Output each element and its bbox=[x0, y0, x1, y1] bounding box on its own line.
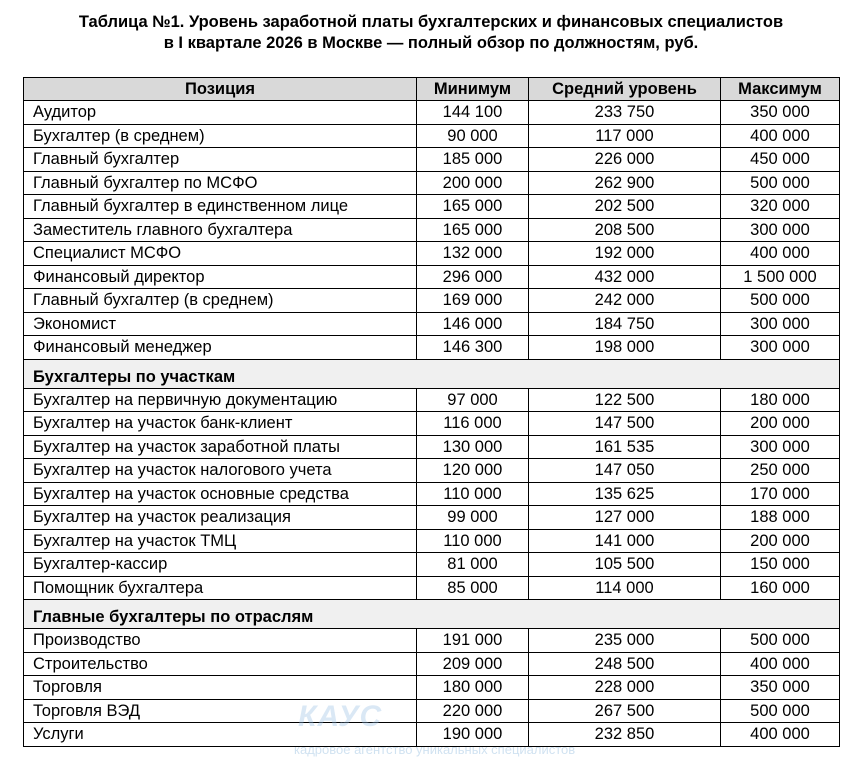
table-row bbox=[24, 412, 840, 436]
cell-minimum: 110 000 bbox=[417, 529, 529, 553]
cell-maximum: 200 000 bbox=[721, 412, 840, 436]
cell-minimum: 144 100 bbox=[417, 101, 529, 125]
cell-maximum: 500 000 bbox=[721, 171, 840, 195]
cell-position: Аудитор bbox=[24, 101, 417, 125]
cell-position: Специалист МСФО bbox=[24, 242, 417, 266]
cell-minimum: 81 000 bbox=[417, 553, 529, 577]
cell-maximum: 500 000 bbox=[721, 289, 840, 313]
cell-position: Бухгалтер на участок основные средства bbox=[24, 482, 417, 506]
cell-maximum: 150 000 bbox=[721, 553, 840, 577]
cell-maximum: 350 000 bbox=[721, 101, 840, 125]
cell-minimum: 200 000 bbox=[417, 171, 529, 195]
cell-average: 192 000 bbox=[529, 242, 721, 266]
cell-maximum: 300 000 bbox=[721, 218, 840, 242]
cell-position: Производство bbox=[24, 629, 417, 653]
cell-average: 235 000 bbox=[529, 629, 721, 653]
cell-average: 267 500 bbox=[529, 699, 721, 723]
cell-average: 198 000 bbox=[529, 336, 721, 360]
cell-average: 262 900 bbox=[529, 171, 721, 195]
table-row bbox=[24, 506, 840, 530]
cell-maximum: 500 000 bbox=[721, 629, 840, 653]
cell-minimum: 165 000 bbox=[417, 218, 529, 242]
table-row bbox=[24, 312, 840, 336]
table-row bbox=[24, 723, 840, 747]
cell-minimum: 220 000 bbox=[417, 699, 529, 723]
cell-average: 127 000 bbox=[529, 506, 721, 530]
cell-minimum: 296 000 bbox=[417, 265, 529, 289]
header-position: Позиция bbox=[24, 78, 417, 101]
header-maximum: Максимум bbox=[721, 78, 840, 101]
cell-position: Заместитель главного бухгалтера bbox=[24, 218, 417, 242]
cell-average: 122 500 bbox=[529, 388, 721, 412]
cell-average: 184 750 bbox=[529, 312, 721, 336]
cell-maximum: 250 000 bbox=[721, 459, 840, 483]
cell-average: 105 500 bbox=[529, 553, 721, 577]
table-row bbox=[24, 289, 840, 313]
cell-position: Главный бухгалтер (в среднем) bbox=[24, 289, 417, 313]
table-row bbox=[24, 553, 840, 577]
table-row bbox=[24, 218, 840, 242]
cell-maximum: 1 500 000 bbox=[721, 265, 840, 289]
section-row bbox=[24, 600, 840, 629]
cell-minimum: 169 000 bbox=[417, 289, 529, 313]
cell-maximum: 320 000 bbox=[721, 195, 840, 219]
watermark-subtitle: кадровое агентство уникальных специалистов bbox=[294, 742, 576, 757]
cell-maximum: 200 000 bbox=[721, 529, 840, 553]
table-row bbox=[24, 388, 840, 412]
cell-minimum: 99 000 bbox=[417, 506, 529, 530]
table-row bbox=[24, 652, 840, 676]
cell-position: Строительство bbox=[24, 652, 417, 676]
table-row bbox=[24, 482, 840, 506]
table-row bbox=[24, 171, 840, 195]
cell-position: Бухгалтер на участок банк-клиент bbox=[24, 412, 417, 436]
cell-position: Бухгалтер на участок реализация bbox=[24, 506, 417, 530]
cell-minimum: 146 300 bbox=[417, 336, 529, 360]
cell-position: Помощник бухгалтера bbox=[24, 576, 417, 600]
cell-position: Услуги bbox=[24, 723, 417, 747]
table-body bbox=[24, 101, 840, 747]
cell-maximum: 400 000 bbox=[721, 124, 840, 148]
cell-maximum: 300 000 bbox=[721, 312, 840, 336]
table-row bbox=[24, 629, 840, 653]
cell-average: 242 000 bbox=[529, 289, 721, 313]
cell-maximum: 170 000 bbox=[721, 482, 840, 506]
cell-minimum: 110 000 bbox=[417, 482, 529, 506]
cell-average: 161 535 bbox=[529, 435, 721, 459]
cell-maximum: 188 000 bbox=[721, 506, 840, 530]
cell-position: Главный бухгалтер в единственном лице bbox=[24, 195, 417, 219]
table-row bbox=[24, 435, 840, 459]
section-title: Главные бухгалтеры по отраслям bbox=[24, 600, 840, 629]
cell-average: 202 500 bbox=[529, 195, 721, 219]
cell-position: Торговля bbox=[24, 676, 417, 700]
header-minimum: Минимум bbox=[417, 78, 529, 101]
cell-minimum: 90 000 bbox=[417, 124, 529, 148]
cell-position: Главный бухгалтер по МСФО bbox=[24, 171, 417, 195]
cell-position: Бухгалтер (в среднем) bbox=[24, 124, 417, 148]
cell-average: 232 850 bbox=[529, 723, 721, 747]
cell-position: Торговля ВЭД bbox=[24, 699, 417, 723]
table-row bbox=[24, 676, 840, 700]
cell-maximum: 300 000 bbox=[721, 336, 840, 360]
cell-maximum: 180 000 bbox=[721, 388, 840, 412]
section-title: Бухгалтеры по участкам bbox=[24, 359, 840, 388]
table-row bbox=[24, 699, 840, 723]
cell-minimum: 190 000 bbox=[417, 723, 529, 747]
table-row bbox=[24, 576, 840, 600]
cell-minimum: 191 000 bbox=[417, 629, 529, 653]
title-line-2: в I квартале 2026 в Москве — полный обзор по должностям, руб. bbox=[163, 34, 699, 52]
cell-maximum: 500 000 bbox=[721, 699, 840, 723]
cell-average: 208 500 bbox=[529, 218, 721, 242]
table-row bbox=[24, 148, 840, 172]
cell-average: 228 000 bbox=[529, 676, 721, 700]
cell-average: 226 000 bbox=[529, 148, 721, 172]
cell-position: Бухгалтер на участок налогового учета bbox=[24, 459, 417, 483]
cell-maximum: 160 000 bbox=[721, 576, 840, 600]
table-row bbox=[24, 101, 840, 125]
title-line-1: Таблица №1. Уровень заработной платы бухгалтерских и финансовых специалистов bbox=[78, 13, 784, 31]
cell-average: 147 050 bbox=[529, 459, 721, 483]
cell-minimum: 209 000 bbox=[417, 652, 529, 676]
header-average: Средний уровень bbox=[529, 78, 721, 101]
cell-minimum: 185 000 bbox=[417, 148, 529, 172]
cell-average: 432 000 bbox=[529, 265, 721, 289]
table-row bbox=[24, 242, 840, 266]
cell-maximum: 300 000 bbox=[721, 435, 840, 459]
cell-minimum: 132 000 bbox=[417, 242, 529, 266]
cell-maximum: 400 000 bbox=[721, 723, 840, 747]
cell-position: Экономист bbox=[24, 312, 417, 336]
cell-average: 141 000 bbox=[529, 529, 721, 553]
cell-minimum: 116 000 bbox=[417, 412, 529, 436]
cell-minimum: 85 000 bbox=[417, 576, 529, 600]
cell-average: 135 625 bbox=[529, 482, 721, 506]
cell-average: 248 500 bbox=[529, 652, 721, 676]
table-row bbox=[24, 124, 840, 148]
table-row bbox=[24, 195, 840, 219]
table-row bbox=[24, 336, 840, 360]
cell-maximum: 350 000 bbox=[721, 676, 840, 700]
cell-minimum: 180 000 bbox=[417, 676, 529, 700]
section-row bbox=[24, 359, 840, 388]
cell-minimum: 165 000 bbox=[417, 195, 529, 219]
cell-average: 233 750 bbox=[529, 101, 721, 125]
cell-position: Бухгалтер на участок ТМЦ bbox=[24, 529, 417, 553]
cell-minimum: 146 000 bbox=[417, 312, 529, 336]
header-row bbox=[24, 78, 840, 101]
cell-minimum: 97 000 bbox=[417, 388, 529, 412]
cell-position: Финансовый директор bbox=[24, 265, 417, 289]
cell-average: 147 500 bbox=[529, 412, 721, 436]
page-title bbox=[0, 12, 862, 54]
table-row bbox=[24, 529, 840, 553]
watermark-logo: КАУС bbox=[298, 700, 383, 733]
cell-average: 114 000 bbox=[529, 576, 721, 600]
salary-table bbox=[23, 77, 840, 747]
cell-minimum: 120 000 bbox=[417, 459, 529, 483]
cell-maximum: 400 000 bbox=[721, 652, 840, 676]
cell-position: Бухгалтер на участок заработной платы bbox=[24, 435, 417, 459]
table-row bbox=[24, 265, 840, 289]
cell-maximum: 400 000 bbox=[721, 242, 840, 266]
cell-position: Финансовый менеджер bbox=[24, 336, 417, 360]
cell-position: Бухгалтер-кассир bbox=[24, 553, 417, 577]
cell-maximum: 450 000 bbox=[721, 148, 840, 172]
table-row bbox=[24, 459, 840, 483]
cell-minimum: 130 000 bbox=[417, 435, 529, 459]
cell-position: Главный бухгалтер bbox=[24, 148, 417, 172]
cell-average: 117 000 bbox=[529, 124, 721, 148]
cell-position: Бухгалтер на первичную документацию bbox=[24, 388, 417, 412]
